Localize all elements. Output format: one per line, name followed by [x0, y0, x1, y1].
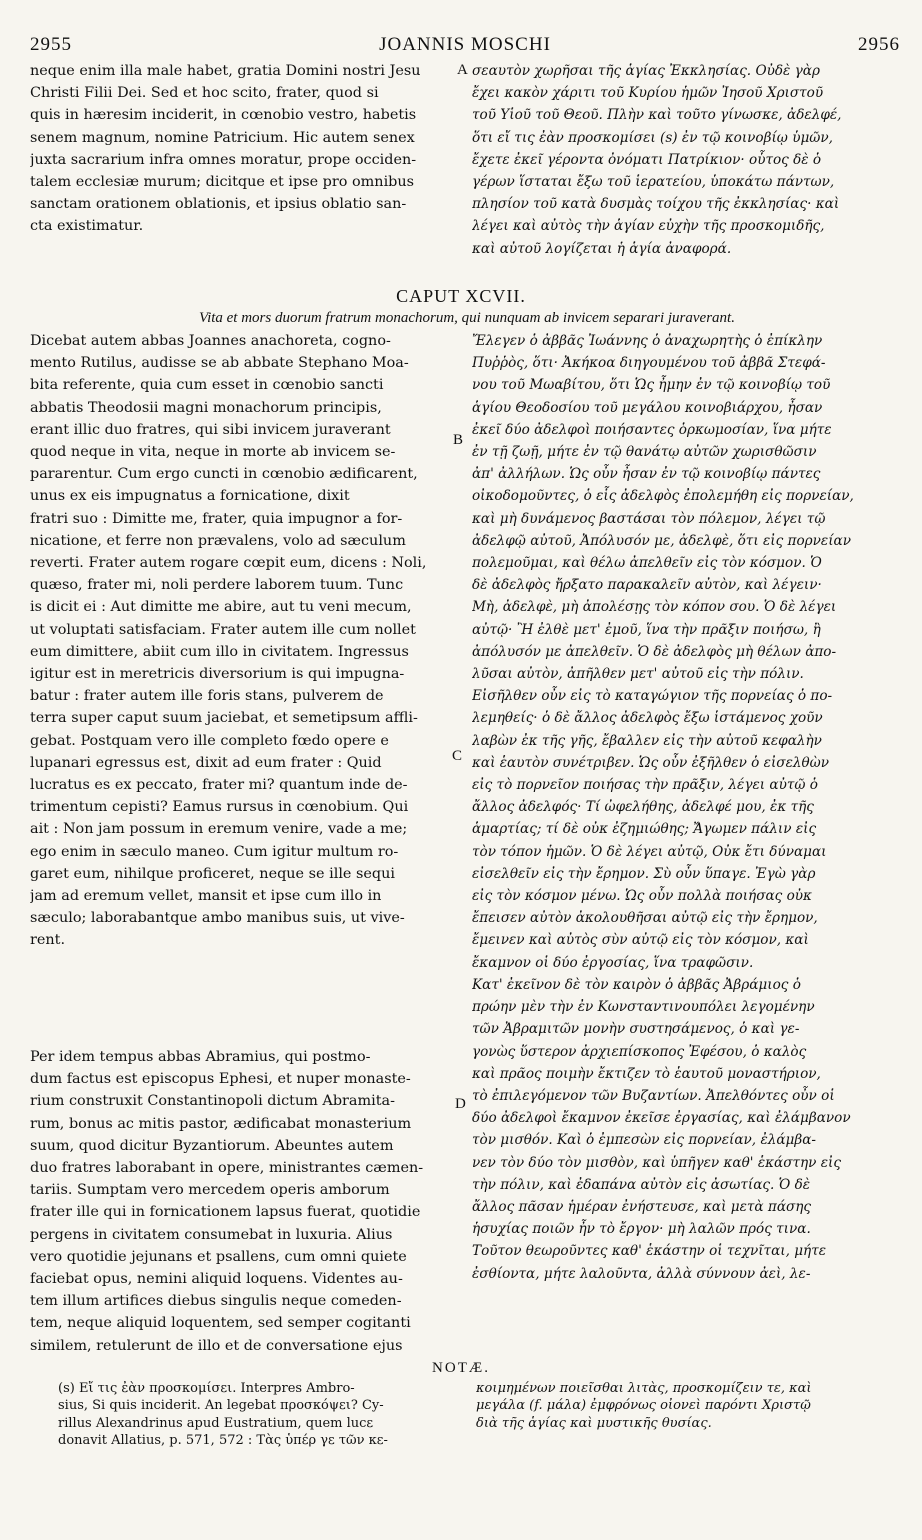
- text-line: trimentum cepisti? Eamus rursus in cœnobium. Qui: [30, 799, 409, 816]
- text-line: ἀπ' ἀλλήλων. Ὡς οὖν ἦσαν ἐν τῷ κοινοβίῳ πάντες: [472, 466, 821, 483]
- text-line: Dicebat autem abbas Joannes anachoreta, cogno-: [30, 333, 391, 349]
- text-line: εἰς τὸ πορνεῖον ποιήσας τὴν πρᾶξιν, λέγει αὐτῷ ὁ: [472, 777, 818, 794]
- text-line: ait : Non jam possum in eremum venire, vade a me;: [30, 821, 408, 838]
- note-line: κοιμημένων ποιεῖσθαι λιτὰς, προσκομίζειν τε, καὶ: [476, 1381, 812, 1396]
- text-line: cta existimatur.: [30, 218, 144, 235]
- notes-left: [58, 1380, 450, 1450]
- text-line: jam ad eremum vellet, mansit et ipse cum illo in: [30, 888, 382, 905]
- text-line: λῦσαι αὐτὸν, ἀπῆλθεν μετ' αὐτοῦ εἰς τὴν πόλιν.: [472, 666, 804, 683]
- text-line: tem, neque aliquid loquentem, sed semper cogitanti: [30, 1315, 411, 1332]
- text-line: vero quotidie jejunans et psallens, cum omni quiete: [30, 1248, 407, 1265]
- running-title: JOANNIS MOSCHI: [379, 34, 551, 55]
- note-line: (s) Εἴ τις ἐὰν προσκομίσει. Interpres Ambro-: [58, 1381, 355, 1396]
- text-line: ὅτι εἴ τις ἐὰν προσκομίσει (s) ἐν τῷ κοινοβίῳ ὑμῶν,: [472, 129, 833, 146]
- text-line: neque enim illa male habet, gratia Domini nostri Jesu: [30, 63, 421, 79]
- text-line: ἀπόλυσόν με ἀπελθεῖν. Ὁ δὲ ἀδελφὸς μὴ θέλων ἀπο-: [472, 643, 837, 660]
- text-line: mento Rutilus, audisse se ab abbate Stephano Moa-: [30, 355, 409, 372]
- text-line: unus ex eis impugnatus a fornicatione, dixit: [30, 488, 350, 505]
- text-line: lucratus es ex peccato, frater mi? quantum inde de-: [30, 777, 408, 794]
- text-line: ἄλλος πᾶσαν ἡμέραν ἐνήστευσε, καὶ μετὰ πάσης: [472, 1198, 812, 1215]
- text-line: ἁγίου Θεοδοσίου τοῦ μεγάλου κοινοβιάρχου, ἦσαν: [472, 399, 823, 416]
- text-line: δὲ ἀδελφὸς ἤρξατο παρακαλεῖν αὐτὸν, καὶ λέγειν·: [472, 577, 822, 594]
- text-line: εἰς τὸν κόσμον μένω. Ὡς οὖν πολλὰ ποιήσας οὐκ: [472, 888, 812, 905]
- running-head: [30, 34, 900, 58]
- text-line: is dicit ei : Aut dimitte me abire, aut tu veni mecum,: [30, 599, 412, 616]
- text-line: αὐτῷ· Ἢ ἐλθὲ μετ' ἐμοῦ, ἵνα τὴν πρᾶξιν ποιήσω, ἢ: [472, 621, 821, 638]
- text-line: ἡσυχίας ποιῶν ἦν τὸ ἔργον· μὴ λαλῶν πρός τινα.: [472, 1221, 811, 1238]
- note-line: rillus Alexandrinus apud Eustratium, quem lucε: [58, 1415, 374, 1431]
- note-line: sius, Si quis inciderit. An legebat προσκόψει? Cy-: [58, 1398, 384, 1414]
- text-line: ἔμεινεν καὶ αὐτὸς σὺν αὐτῷ εἰς τὸν κόσμον, καὶ: [472, 932, 809, 949]
- text-line: Κατ' ἐκεῖνον δὲ τὸν καιρὸν ὁ ἀββᾶς Ἀβράμιος ὁ: [472, 976, 801, 993]
- text-line: similem, retulerunt de illo et de conversatione ejus: [30, 1337, 403, 1354]
- text-line: rium construxit Constantinopoli dictum Abramita-: [30, 1093, 395, 1110]
- notes-heading: NOTÆ.: [432, 1360, 490, 1376]
- text-line: rum, bonus ac mitis pastor, ædificabat monasterium: [30, 1115, 412, 1132]
- text-line: senem magnum, nomine Patricium. Hic autem senex: [30, 129, 415, 146]
- text-line: ἐν τῇ ζωῇ, μήτε ἐν τῷ θανάτῳ αὐτῶν χωρισθῶσιν: [472, 444, 817, 461]
- text-line: ἔχετε ἐκεῖ γέροντα ὀνόματι Πατρίκιον· οὗτος δὲ ὁ: [472, 151, 822, 168]
- margin-marker-b: B: [453, 432, 464, 448]
- text-line: tem illum artifices diebus singulis neque comeden-: [30, 1293, 402, 1310]
- text-line: faciebat opus, nemini aliquid loquens. Videntes au-: [30, 1271, 403, 1288]
- text-line: οἰκοδομοῦντες, ὁ εἷς ἀδελφὸς ἐπολεμήθη εἰς πορνείαν,: [472, 488, 854, 505]
- text-line: fratri suo : Dimitte me, frater, quia impugnor a for-: [30, 510, 403, 527]
- text-line: pararentur. Cum ergo cuncti in cœnobio ædificarent,: [30, 466, 418, 483]
- text-line: καὶ αὐτοῦ λογίζεται ἡ ἁγία ἀναφορά.: [472, 240, 732, 257]
- note-line: μεγάλα (f. μάλα) ἐμφρόνως οἰονεὶ παρόντι Χριστῷ: [476, 1398, 811, 1414]
- latin-column-second: [30, 1046, 455, 1357]
- text-line: bita referente, quia cum esset in cœnobio sancti: [30, 377, 384, 394]
- text-line: Per idem tempus abbas Abramius, qui postmo-: [30, 1049, 371, 1065]
- text-line: reverti. Frater autem rogare cœpit eum, dicens : Noli,: [30, 555, 427, 572]
- text-line: τοῦ Υἱοῦ τοῦ Θεοῦ. Πλὴν καὶ τοῦτο γίνωσκε, ἀδελφέ,: [472, 107, 842, 124]
- margin-marker-c: C: [452, 748, 463, 764]
- text-line: igitur est in meretricis diversorium is qui impugna-: [30, 666, 405, 683]
- page-number-right: 2956: [858, 34, 900, 55]
- text-line: suum, quod dicitur Byzantiorum. Abeuntes autem: [30, 1137, 394, 1154]
- text-line: Τοῦτον θεωροῦντες καθ' ἑκάστην οἱ τεχνῖται, μήτε: [472, 1243, 827, 1260]
- text-line: γονὼς ὕστερον ἀρχιεπίσκοπος Ἐφέσου, ὁ καλὸς: [472, 1043, 807, 1060]
- text-line: nicatione, et ferre non prævalens, volo ad sæculum: [30, 532, 406, 549]
- text-line: ἔπεισεν αὐτὸν ἀκολουθῆσαι αὐτῷ εἰς τὴν ἔρημον,: [472, 910, 818, 927]
- text-line: dum factus est episcopus Ephesi, et nuper monaste-: [30, 1071, 411, 1088]
- text-line: εἰσελθεῖν εἰς τὴν ἔρημον. Σὺ οὖν ὕπαγε. Ἐγὼ γὰρ: [472, 865, 816, 882]
- text-line: tariis. Sumptam vero mercedem operis amborum: [30, 1182, 390, 1199]
- margin-marker-a: A: [457, 62, 468, 78]
- text-line: duo fratres laborabant in opere, ministrantes cæmen-: [30, 1160, 424, 1177]
- text-line: quis in hæresim inciderit, in cœnobio vestro, habetis: [30, 107, 417, 124]
- text-line: Christi Filii Dei. Sed et hoc scito, frater, quod si: [30, 85, 379, 102]
- text-line: λέγει καὶ αὐτὸς τὴν ἁγίαν εὐχὴν τῆς προσκομιδῆς,: [472, 218, 825, 235]
- text-line: νεν τὸν δύο τὸν μισθὸν, καὶ ὑπῆγεν καθ' ἑκάστην εἰς: [472, 1154, 841, 1171]
- text-line: ἐκεῖ δύο ἀδελφοὶ ποιήσαντες ὁρκωμοσίαν, ἵνα μήτε: [472, 421, 832, 438]
- text-line: Ἔλεγεν ὁ ἀββᾶς Ἰωάννης ὁ ἀναχωρητὴς ὁ ἐπίκλην: [472, 333, 823, 349]
- text-line: σεαυτὸν χωρῆσαι τῆς ἁγίας Ἐκκλησίας. Οὐδὲ γὰρ: [472, 63, 820, 79]
- text-line: ἁμαρτίας; τί δὲ οὐκ ἐζημιώθης; Ἄγωμεν πάλιν εἰς: [472, 821, 817, 838]
- text-line: garet eum, nihilque proficeret, neque se ille sequi: [30, 865, 396, 882]
- text-line: sæculo; laborabantque ambo manibus suis, ut vive-: [30, 910, 405, 927]
- text-line: δύο ἀδελφοὶ ἔκαμνον ἐκεῖσε ἐργασίας, καὶ ἐλάμβανον: [472, 1110, 851, 1127]
- text-line: quæso, frater mi, noli perdere laborem tuum. Tunc: [30, 577, 404, 594]
- chapter-title: CAPUT XCVII.: [396, 286, 526, 306]
- text-line: erant illic duo fratres, qui sibi invicem juraverant: [30, 421, 391, 438]
- text-line: lupanari egressus est, dixit ad eum frater : Quid: [30, 754, 382, 771]
- text-line: γέρων ἵσταται ἔξω τοῦ ἱερατείου, ὑποκάτω πάντων,: [472, 174, 835, 191]
- text-line: τὸν τόπον ἡμῶν. Ὁ δὲ λέγει αὐτῷ, Οὐκ ἔτι δύναμαι: [472, 843, 827, 860]
- greek-column-top: [472, 60, 904, 260]
- text-line: terra super caput suum jaciebat, et semetipsum affli-: [30, 710, 418, 727]
- text-line: sanctam orationem oblationis, et ipsius oblatio san-: [30, 196, 407, 213]
- text-line: ἄλλος ἀδελφός· Τί ὠφελήθης, ἀδελφέ μου, ἐκ τῆς: [472, 799, 814, 816]
- text-line: rent.: [30, 932, 66, 949]
- text-line: πολεμοῦμαι, καὶ θέλω ἀπελθεῖν εἰς τὸν κόσμον. Ὁ: [472, 555, 822, 572]
- note-line: διὰ τῆς ἁγίας καὶ μυστικῆς θυσίας.: [476, 1415, 712, 1431]
- text-line: frater ille qui in fornicationem lapsus fuerat, quotidie: [30, 1204, 421, 1221]
- text-line: τὸν μισθόν. Καὶ ὁ ἐμπεσὼν εἰς πορνείαν, ἐλάμβα-: [472, 1132, 817, 1149]
- note-line: donavit Allatius, p. 571, 572 : Τὰς ὑπέρ γε τῶν κε-: [58, 1433, 388, 1449]
- text-line: Εἰσῆλθεν οὖν εἰς τὸ καταγώγιον τῆς πορνείας ὁ πο-: [472, 688, 833, 705]
- text-line: Μὴ, ἀδελφὲ, μὴ ἀπολέσῃς τὸν κόπον σου. Ὁ δὲ λέγει: [472, 599, 837, 616]
- text-line: ἔχει κακὸν χάριτι τοῦ Κυρίου ἡμῶν Ἰησοῦ Χριστοῦ: [472, 85, 824, 102]
- text-line: καὶ ἑαυτὸν συνέτριβεν. Ὡς οὖν ἐξῆλθεν ὁ εἰσελθὼν: [472, 754, 830, 771]
- text-line: πρώην μὲν τὴν ἐν Κωνσταντινουπόλει λεγομένην: [472, 999, 815, 1016]
- latin-column-top: [30, 60, 455, 238]
- text-line: τὸ ἐπιλεγόμενον τῶν Βυζαντίων. Ἀπελθόντες οὖν οἱ: [472, 1087, 835, 1104]
- text-line: ἔκαμνον οἱ δύο ἐργοσίας, ἵνα τραφῶσιν.: [472, 954, 754, 971]
- text-line: talem ecclesiæ murum; dicitque et ipse pro omnibus: [30, 174, 415, 191]
- text-line: ut voluptati satisfaciam. Frater autem ille cum nollet: [30, 621, 416, 638]
- text-line: νου τοῦ Μωαβίτου, ὅτι Ὡς ἦμην ἐν τῷ κοινοβίῳ τοῦ: [472, 377, 831, 394]
- text-line: λεμηθείς· ὁ δὲ ἄλλος ἀδελφὸς ἔξω ἱστάμενος χοῦν: [472, 710, 823, 727]
- margin-marker-d: D: [455, 1096, 466, 1112]
- text-line: Πυῤῥὸς, ὅτι· Ἀκήκοα διηγουμένου τοῦ ἀββᾶ Στεφά-: [472, 355, 826, 372]
- text-line: ego enim in sæculo maneo. Cum igitur multum ro-: [30, 843, 399, 860]
- text-line: pergens in civitatem consumebat in luxuria. Alius: [30, 1226, 393, 1243]
- latin-column-main: [30, 330, 455, 952]
- text-line: ἐσθίοντα, μήτε λαλοῦντα, ἀλλὰ σύννουν ἀεὶ, λε-: [472, 1265, 811, 1282]
- text-line: gebat. Postquam vero ille completo fœdo opere e: [30, 732, 389, 749]
- text-line: καὶ μὴ δυνάμενος βαστάσαι τὸν πόλεμον, λέγει τῷ: [472, 510, 826, 527]
- text-line: καὶ πρᾶος ποιμὴν ἔκτιζεν τὸ ἑαυτοῦ μοναστήριον,: [472, 1065, 821, 1082]
- text-line: juxta sacrarium infra omnes moratur, prope occiden-: [30, 151, 417, 168]
- text-line: τὴν πόλιν, καὶ ἐδαπάνα αὐτὸν εἰς ἀσωτίας. Ὁ δὲ: [472, 1176, 811, 1193]
- notes-right: [476, 1380, 904, 1432]
- page-number-left: 2955: [30, 34, 72, 55]
- text-line: πλησίον τοῦ κατὰ δυσμὰς τοίχου τῆς ἐκκλησίας· καὶ: [472, 196, 840, 213]
- text-line: ἀδελφῷ αὐτοῦ, Ἀπόλυσόν με, ἀδελφὲ, ὅτι εἰς πορνείαν: [472, 532, 851, 549]
- chapter-subtitle: Vita et mors duorum fratrum monachorum, qui nunquam ab invicem separari juraverant.: [199, 310, 735, 326]
- text-line: quod neque in vita, neque in morte ab invicem se-: [30, 444, 396, 461]
- greek-column-main: [472, 330, 904, 1285]
- text-line: τῶν Ἀβραμιτῶν μονὴν συστησάμενος, ὁ καὶ γε-: [472, 1021, 800, 1038]
- text-line: abbatis Theodosii magni monachorum principis,: [30, 399, 382, 416]
- text-line: batur : frater autem ille foris stans, pulverem de: [30, 688, 384, 705]
- text-line: λαβὼν ἐκ τῆς γῆς, ἔβαλλεν εἰς τὴν αὐτοῦ κεφαλὴν: [472, 732, 822, 749]
- text-line: eum dimittere, abiit cum illo in civitatem. Ingressus: [30, 643, 409, 660]
